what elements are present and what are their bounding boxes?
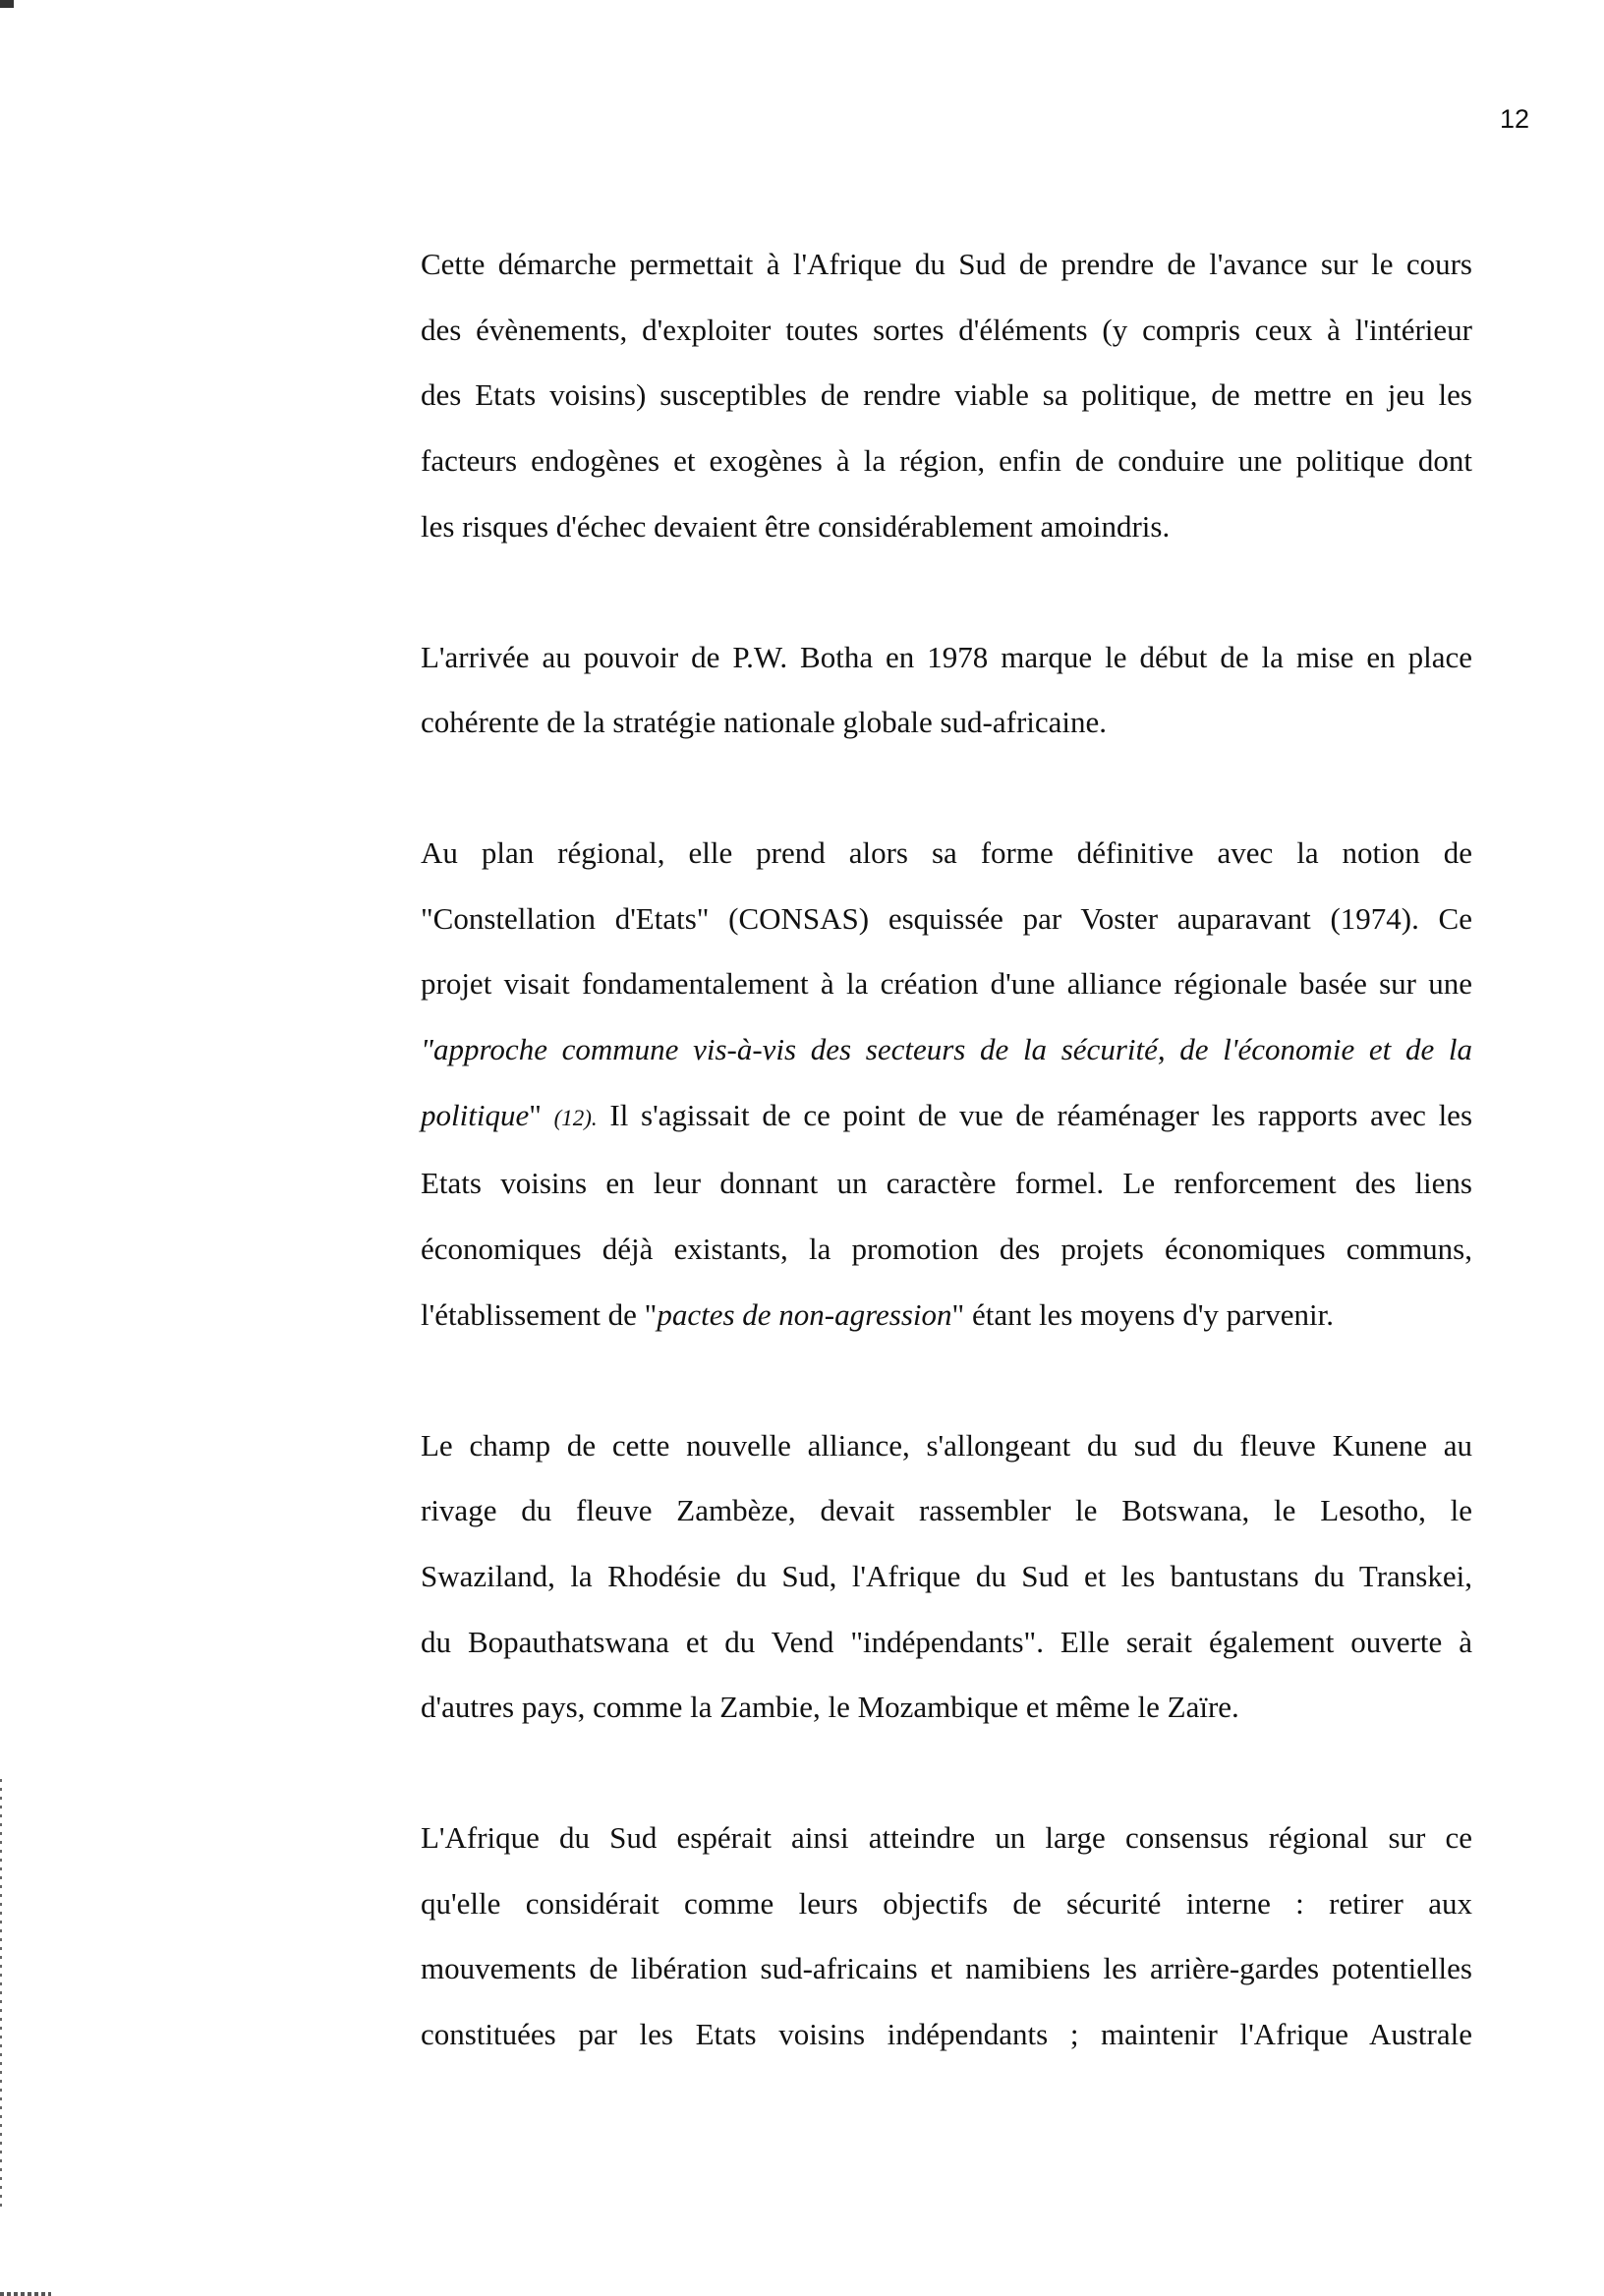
- footnote-reference: (12).: [553, 1105, 598, 1130]
- scan-edge-mark: [0, 0, 14, 8]
- text-line: constituées par les Etats voisins indépendants ; maintenir l'Afrique Australe: [421, 2017, 1472, 2052]
- italic-quote: pactes de non-agression: [657, 1296, 952, 1332]
- scan-edge-mark: [0, 2292, 51, 2296]
- text-line: d'autres pays, comme la Zambie, le Mozambique et même le Zaïre.: [421, 1690, 1239, 1725]
- text-line: Le champ de cette nouvelle alliance, s'allongeant du sud du fleuve Kunene au: [421, 1427, 1472, 1463]
- line-start: l'établissement de ": [421, 1296, 658, 1332]
- text-line: [421, 1017, 1472, 1083]
- scan-edge-mark: [0, 1779, 2, 2211]
- italic-quote: politique: [421, 1097, 530, 1132]
- text-line: L'arrivée au pouvoir de P.W. Botha en 1978 marque le début de la mise en place: [421, 639, 1472, 674]
- text-line: les risques d'échec devaient être considérablement amoindris.: [421, 508, 1171, 544]
- body-text: [421, 232, 1472, 2068]
- text-line: Swaziland, la Rhodésie du Sud, l'Afrique du Sud et les bantustans du Transkei,: [421, 1558, 1472, 1593]
- paragraph: [421, 625, 1472, 756]
- line-remainder: Il s'agissait de ce point de vue de réaménager les rapports avec les: [597, 1097, 1473, 1132]
- paragraph: [421, 1413, 1472, 1742]
- text-line: qu'elle considérait comme leurs objectifs de sécurité interne : retirer aux: [421, 1885, 1472, 1921]
- text-line: projet visait fondamentalement à la création d'une alliance régionale basée sur une: [421, 966, 1472, 1002]
- text-line: du Bopauthatswana et du Vend "indépendants". Elle serait également ouverte à: [421, 1624, 1472, 1659]
- text-line: Cette démarche permettait à l'Afrique du Sud de prendre de l'avance sur le cours: [421, 247, 1472, 281]
- page-number: 12: [1499, 104, 1529, 134]
- text-line: "Constellation d'Etats" (CONSAS) esquissée par Voster auparavant (1974). Ce: [421, 900, 1472, 936]
- text-line: facteurs endogènes et exogènes à la région, enfin de conduire une politique dont: [421, 443, 1472, 479]
- italic-quote: "approche commune vis-à-vis des secteurs de la sécurité, de l'économie et de la: [421, 1032, 1472, 1067]
- text-line: des Etats voisins) susceptibles de rendre viable sa politique, de mettre en jeu les: [421, 377, 1472, 413]
- paragraph: [421, 232, 1472, 560]
- text-line: rivage du fleuve Zambèze, devait rassembler le Botswana, le Lesotho, le: [421, 1493, 1472, 1528]
- paragraph: [421, 821, 1472, 1349]
- text-line: mouvements de libération sud-africains et namibiens les arrière-gardes potentielles: [421, 1951, 1472, 1986]
- quote-mark: ": [529, 1097, 542, 1132]
- text-line: [421, 1283, 1472, 1349]
- line-end: " étant les moyens d'y parvenir.: [951, 1296, 1334, 1332]
- text-line: Etats voisins en leur donnant un caractère formel. Le renforcement des liens: [421, 1166, 1472, 1201]
- paragraph: [421, 1806, 1472, 2068]
- text-line: économiques déjà existants, la promotion des projets économiques communs,: [421, 1232, 1472, 1267]
- text-line: Au plan régional, elle prend alors sa forme définitive avec la notion de: [421, 834, 1472, 870]
- text-line: L'Afrique du Sud espérait ainsi atteindre un large consensus régional sur ce: [421, 1820, 1472, 1856]
- text-line: cohérente de la stratégie nationale globale sud-africaine.: [421, 705, 1108, 740]
- text-line: [421, 1083, 1472, 1152]
- text-line: des évènements, d'exploiter toutes sortes d'éléments (y compris ceux à l'intérieur: [421, 312, 1472, 347]
